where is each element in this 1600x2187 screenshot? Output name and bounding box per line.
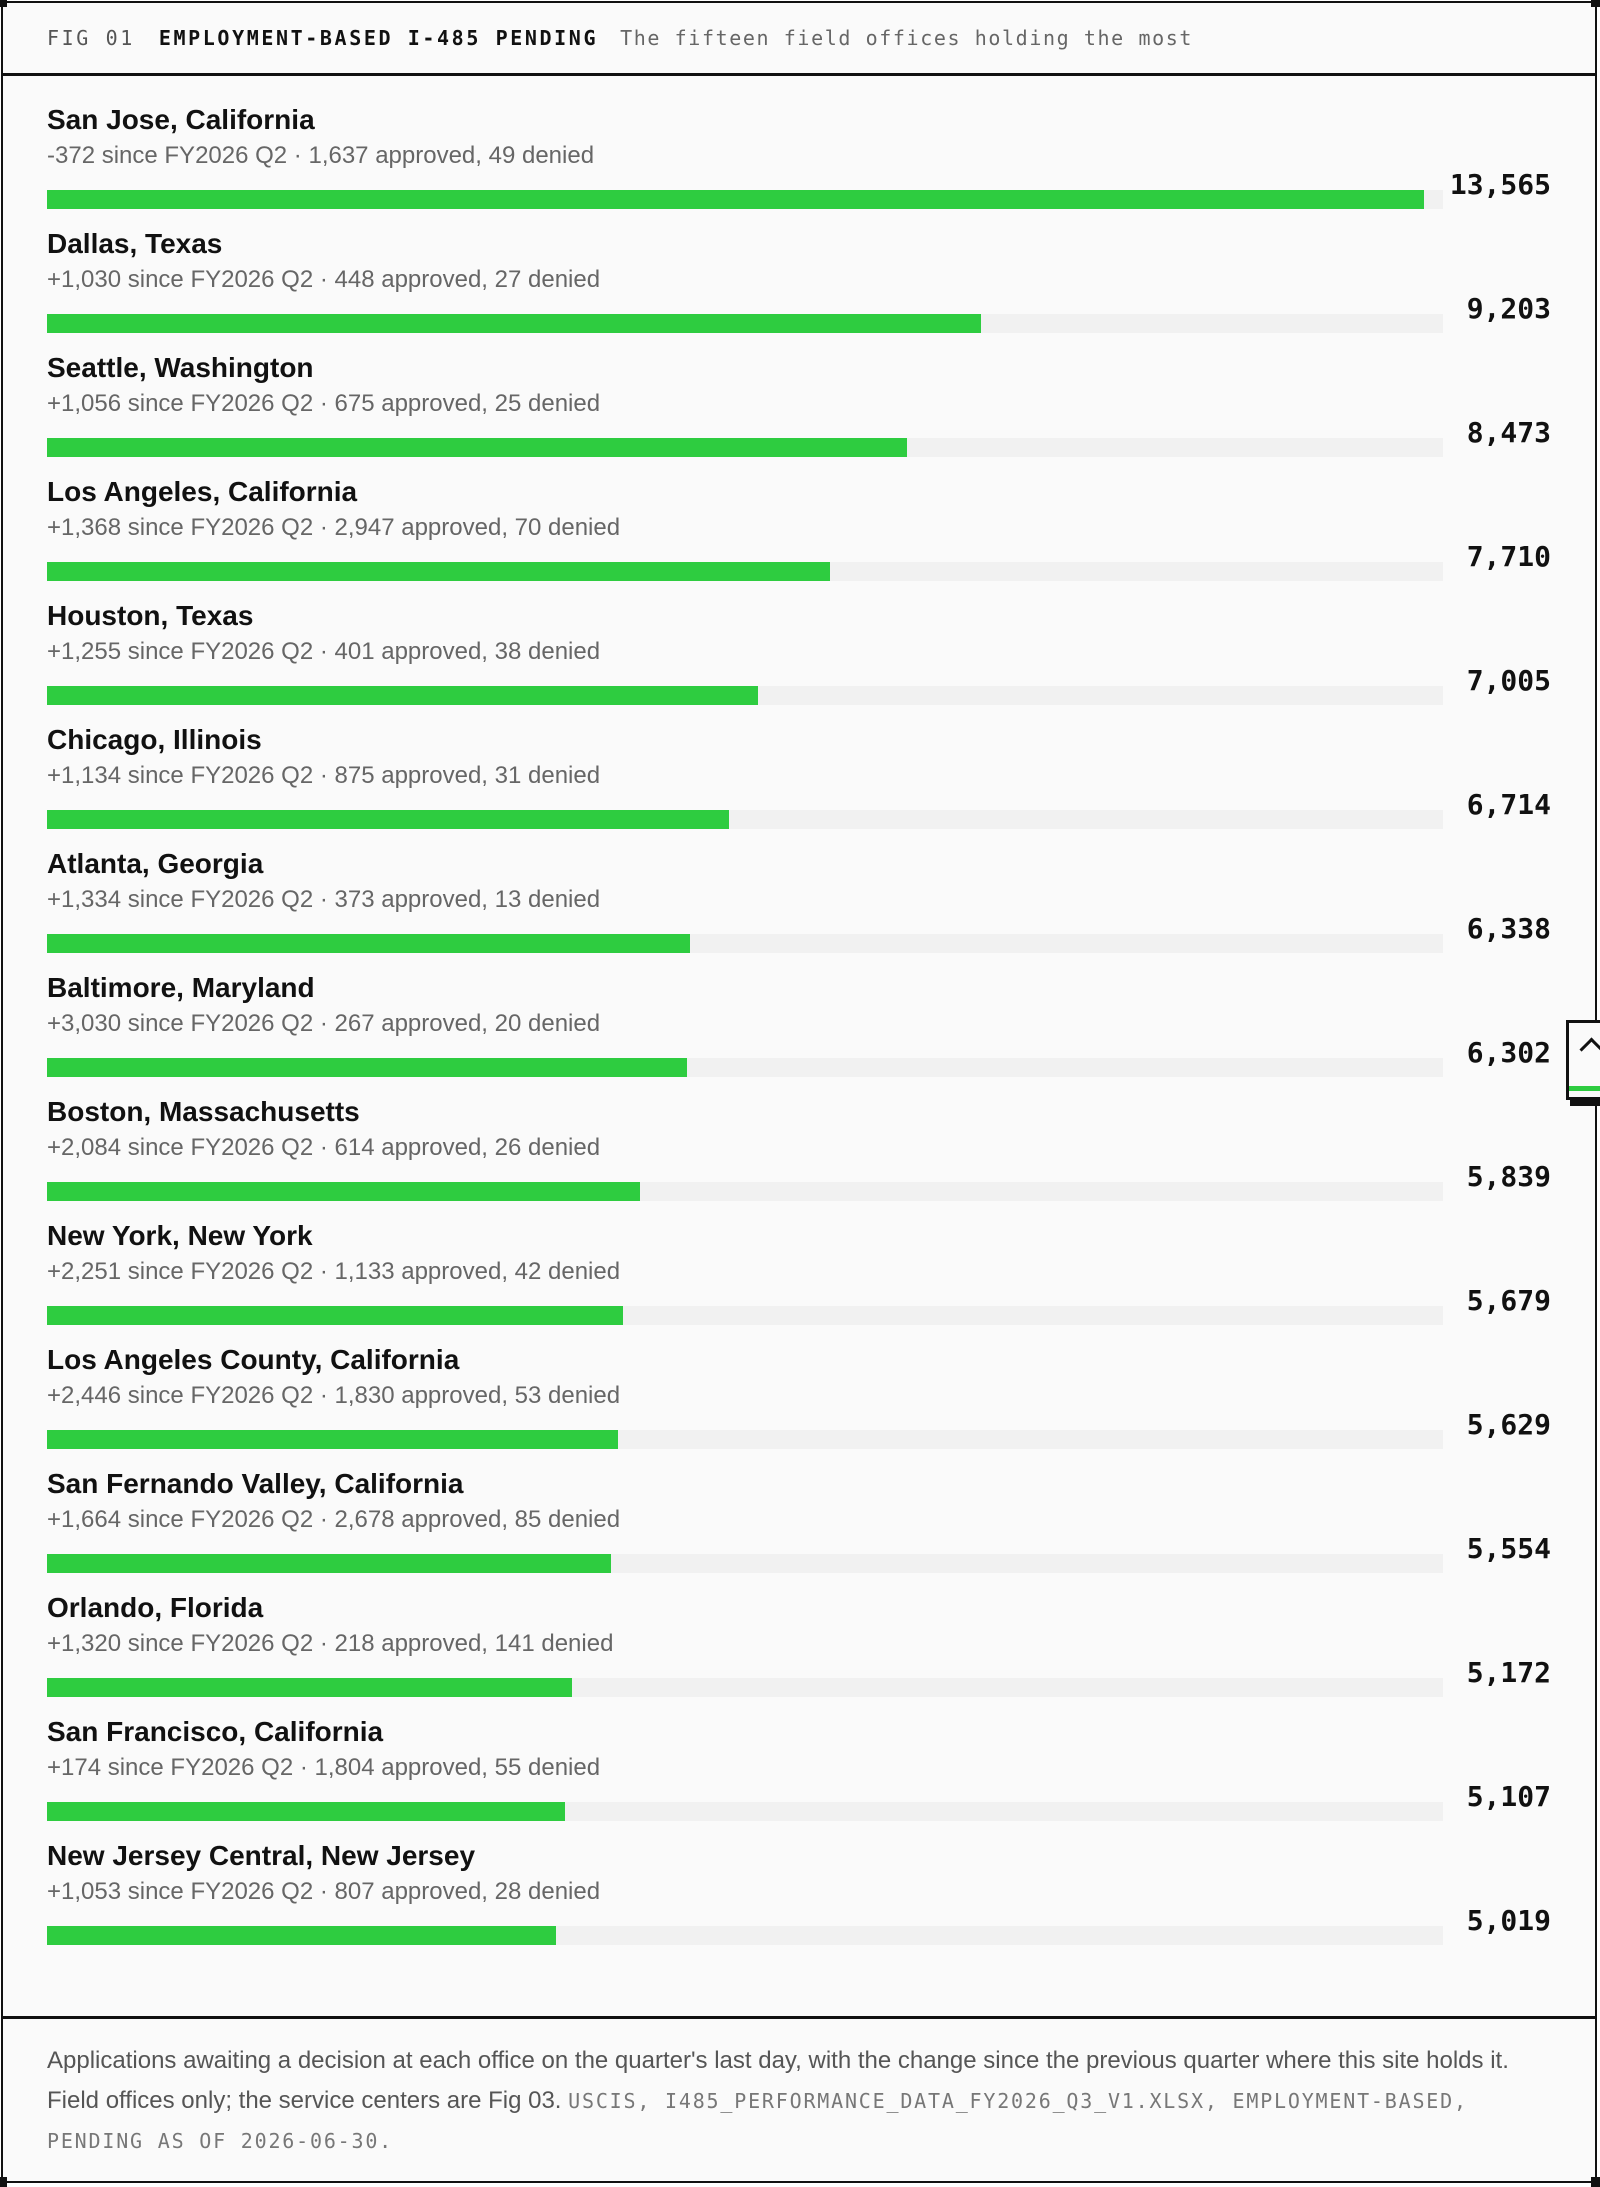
office-name: Baltimore, Maryland (47, 972, 315, 1003)
bar-row (3, 1539, 1595, 1689)
figure-title: EMPLOYMENT-BASED I-485 PENDING (158, 26, 599, 50)
office-change-note: +1,053 since FY2026 Q2 · 807 approved, 28 denied (47, 1878, 601, 1905)
figure-frame (1, 1, 1597, 2183)
figure-number: FIG 01 (47, 26, 135, 50)
bar-row (3, 1043, 1595, 1193)
bar-row (3, 1167, 1595, 1317)
bar-value-label: 5,172 (1466, 1656, 1551, 1689)
office-change-note: +1,368 since FY2026 Q2 · 2,947 approved, 70 denied (47, 514, 621, 541)
office-change-note: +2,251 since FY2026 Q2 · 1,133 approved, 42 denied (47, 1258, 621, 1285)
bar-row (3, 547, 1595, 697)
bar-value-label: 6,714 (1466, 788, 1551, 821)
office-name: San Francisco, California (47, 1716, 384, 1747)
office-name: Los Angeles, California (47, 476, 358, 507)
office-name: Seattle, Washington (47, 352, 314, 383)
office-name: Boston, Massachusetts (47, 1096, 360, 1127)
bar-row (3, 299, 1595, 449)
office-name: Los Angeles County, California (47, 1344, 460, 1375)
footer-note: Applications awaiting a decision at each office on the quarter's last day, with the change since the previous quarter where this site holds it. Field offices only; the service centers are Fig 03. (47, 2047, 1509, 2114)
bar-row (3, 1787, 1595, 1937)
bar-value-label: 5,679 (1466, 1284, 1551, 1317)
office-name: Chicago, Illinois (47, 724, 262, 755)
office-name: Orlando, Florida (47, 1592, 264, 1623)
bar-value-label: 6,302 (1466, 1036, 1551, 1069)
office-change-note: -372 since FY2026 Q2 · 1,637 approved, 49 denied (47, 142, 595, 169)
bar-row (3, 795, 1595, 945)
office-name: New York, New York (47, 1220, 313, 1251)
back-to-top-button[interactable] (1566, 1020, 1600, 1100)
bar-row (3, 175, 1595, 325)
bar-row (3, 671, 1595, 821)
bar-value-label: 7,005 (1466, 664, 1551, 697)
office-change-note: +1,056 since FY2026 Q2 · 675 approved, 25 denied (47, 390, 601, 417)
office-name: New Jersey Central, New Jersey (47, 1840, 476, 1871)
bar-row (3, 919, 1595, 1069)
office-change-note: +1,334 since FY2026 Q2 · 373 approved, 13 denied (47, 886, 601, 913)
bar-value-label: 7,710 (1466, 540, 1551, 573)
bar-value-label: 5,839 (1466, 1160, 1551, 1193)
office-change-note: +174 since FY2026 Q2 · 1,804 approved, 55 denied (47, 1754, 601, 1781)
office-name: Atlanta, Georgia (47, 848, 264, 879)
office-change-note: +1,664 since FY2026 Q2 · 2,678 approved, 85 denied (47, 1506, 621, 1533)
bar-row (3, 1291, 1595, 1441)
bar-value-label: 6,338 (1466, 912, 1551, 945)
office-name: San Fernando Valley, California (47, 1468, 464, 1499)
chevron-up-icon (1579, 1037, 1600, 1061)
bar-row (3, 1415, 1595, 1565)
bar-value-label: 13,565 (1449, 168, 1551, 201)
office-change-note: +3,030 since FY2026 Q2 · 267 approved, 20 denied (47, 1010, 601, 1037)
bar-track (47, 1926, 1443, 1945)
bar-value-label: 9,203 (1466, 292, 1551, 325)
office-change-note: +2,446 since FY2026 Q2 · 1,830 approved, 53 denied (47, 1382, 621, 1409)
bar-row (3, 51, 1595, 201)
office-change-note: +1,134 since FY2026 Q2 · 875 approved, 31 denied (47, 762, 601, 789)
office-change-note: +1,255 since FY2026 Q2 · 401 approved, 38 denied (47, 638, 601, 665)
bar-value-label: 8,473 (1466, 416, 1551, 449)
footer-source: USCIS, I485_PERFORMANCE_DATA_FY2026_Q3_V1.XLSX, EMPLOYMENT-BASED, PENDING AS OF 2026-06-30. (47, 2089, 1468, 2153)
figure-footer (3, 2016, 1595, 2185)
office-name: San Jose, California (47, 104, 315, 135)
office-change-note: +2,084 since FY2026 Q2 · 614 approved, 26 denied (47, 1134, 601, 1161)
office-name: Houston, Texas (47, 600, 254, 631)
figure-subtitle: The fifteen field offices holding the most (620, 26, 1194, 50)
bar-value-label: 5,019 (1466, 1904, 1551, 1937)
office-change-note: +1,030 since FY2026 Q2 · 448 approved, 27 denied (47, 266, 601, 293)
bar-row (3, 423, 1595, 573)
bar-value-label: 5,554 (1466, 1532, 1551, 1565)
office-name: Dallas, Texas (47, 228, 223, 259)
bar-value-label: 5,629 (1466, 1408, 1551, 1441)
office-change-note: +1,320 since FY2026 Q2 · 218 approved, 141 denied (47, 1630, 614, 1657)
bar-row (3, 1663, 1595, 1813)
bar (47, 1926, 556, 1945)
bar-value-label: 5,107 (1466, 1780, 1551, 1813)
side-tab-accent (1569, 1086, 1600, 1091)
